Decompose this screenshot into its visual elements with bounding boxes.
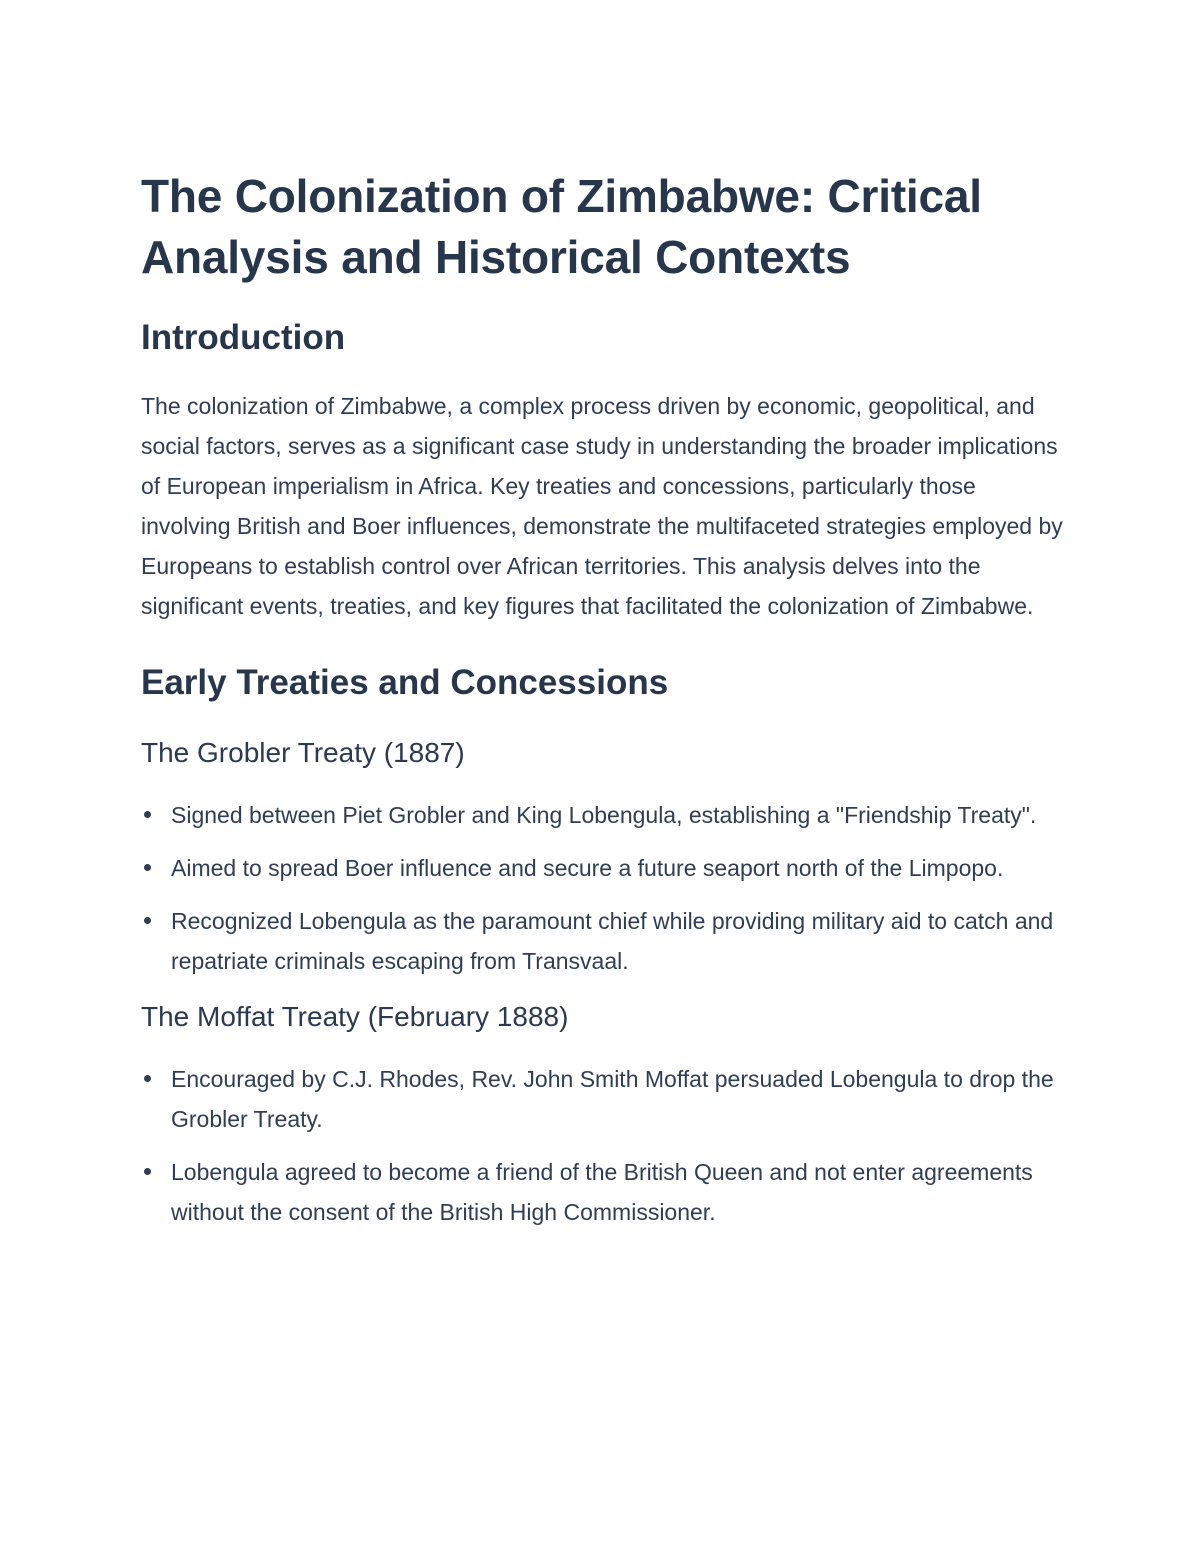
moffat-treaty-subheading: The Moffat Treaty (February 1888) <box>141 1001 569 1032</box>
document-page <box>141 166 1071 1232</box>
list-item-text: Encouraged by C.J. Rhodes, Rev. John Smith Moffat persuaded Lobengula to drop the Grobler Treaty. <box>171 1066 1054 1132</box>
list-item-text: Signed between Piet Grobler and King Lobengula, establishing a "Friendship Treaty". <box>171 802 1037 828</box>
list-item-text: Recognized Lobengula as the paramount chief while providing military aid to catch and repatriate criminals escaping from Transvaal. <box>171 908 1054 974</box>
bullet-icon <box>144 1168 151 1175</box>
list-item <box>141 1152 1071 1232</box>
bullet-icon <box>144 1075 151 1082</box>
bullet-icon <box>144 811 151 818</box>
list-item <box>141 1059 1071 1139</box>
list-item <box>141 848 1071 888</box>
moffat-treaty-list <box>141 1059 1071 1232</box>
introduction-paragraph: The colonization of Zimbabwe, a complex process driven by economic, geopolitical, and social factors, serves as a significant case study in understanding the broader implications of European imperialism in Africa. Key treaties and concessions, particularly those involving British and Boer influences, demonstrate the multifaceted strategies employed by Europeans to establish control over African territories. This analysis delves into the significant events, treaties, and key figures that facilitated the colonization of Zimbabwe. <box>141 393 1063 619</box>
bullet-icon <box>144 917 151 924</box>
list-item-text: Lobengula agreed to become a friend of the British Queen and not enter agreements without the consent of the British High Commissioner. <box>171 1159 1033 1225</box>
bullet-icon <box>144 864 151 871</box>
introduction-heading: Introduction <box>141 318 346 357</box>
grobler-treaty-subheading: The Grobler Treaty (1887) <box>141 737 465 768</box>
list-item <box>141 901 1071 981</box>
document-title: The Colonization of Zimbabwe: Critical Analysis and Historical Contexts <box>141 170 982 283</box>
early-treaties-heading: Early Treaties and Concessions <box>141 663 669 702</box>
list-item-text: Aimed to spread Boer influence and secure a future seaport north of the Limpopo. <box>171 855 1004 881</box>
grobler-treaty-list <box>141 795 1071 981</box>
list-item <box>141 795 1071 835</box>
